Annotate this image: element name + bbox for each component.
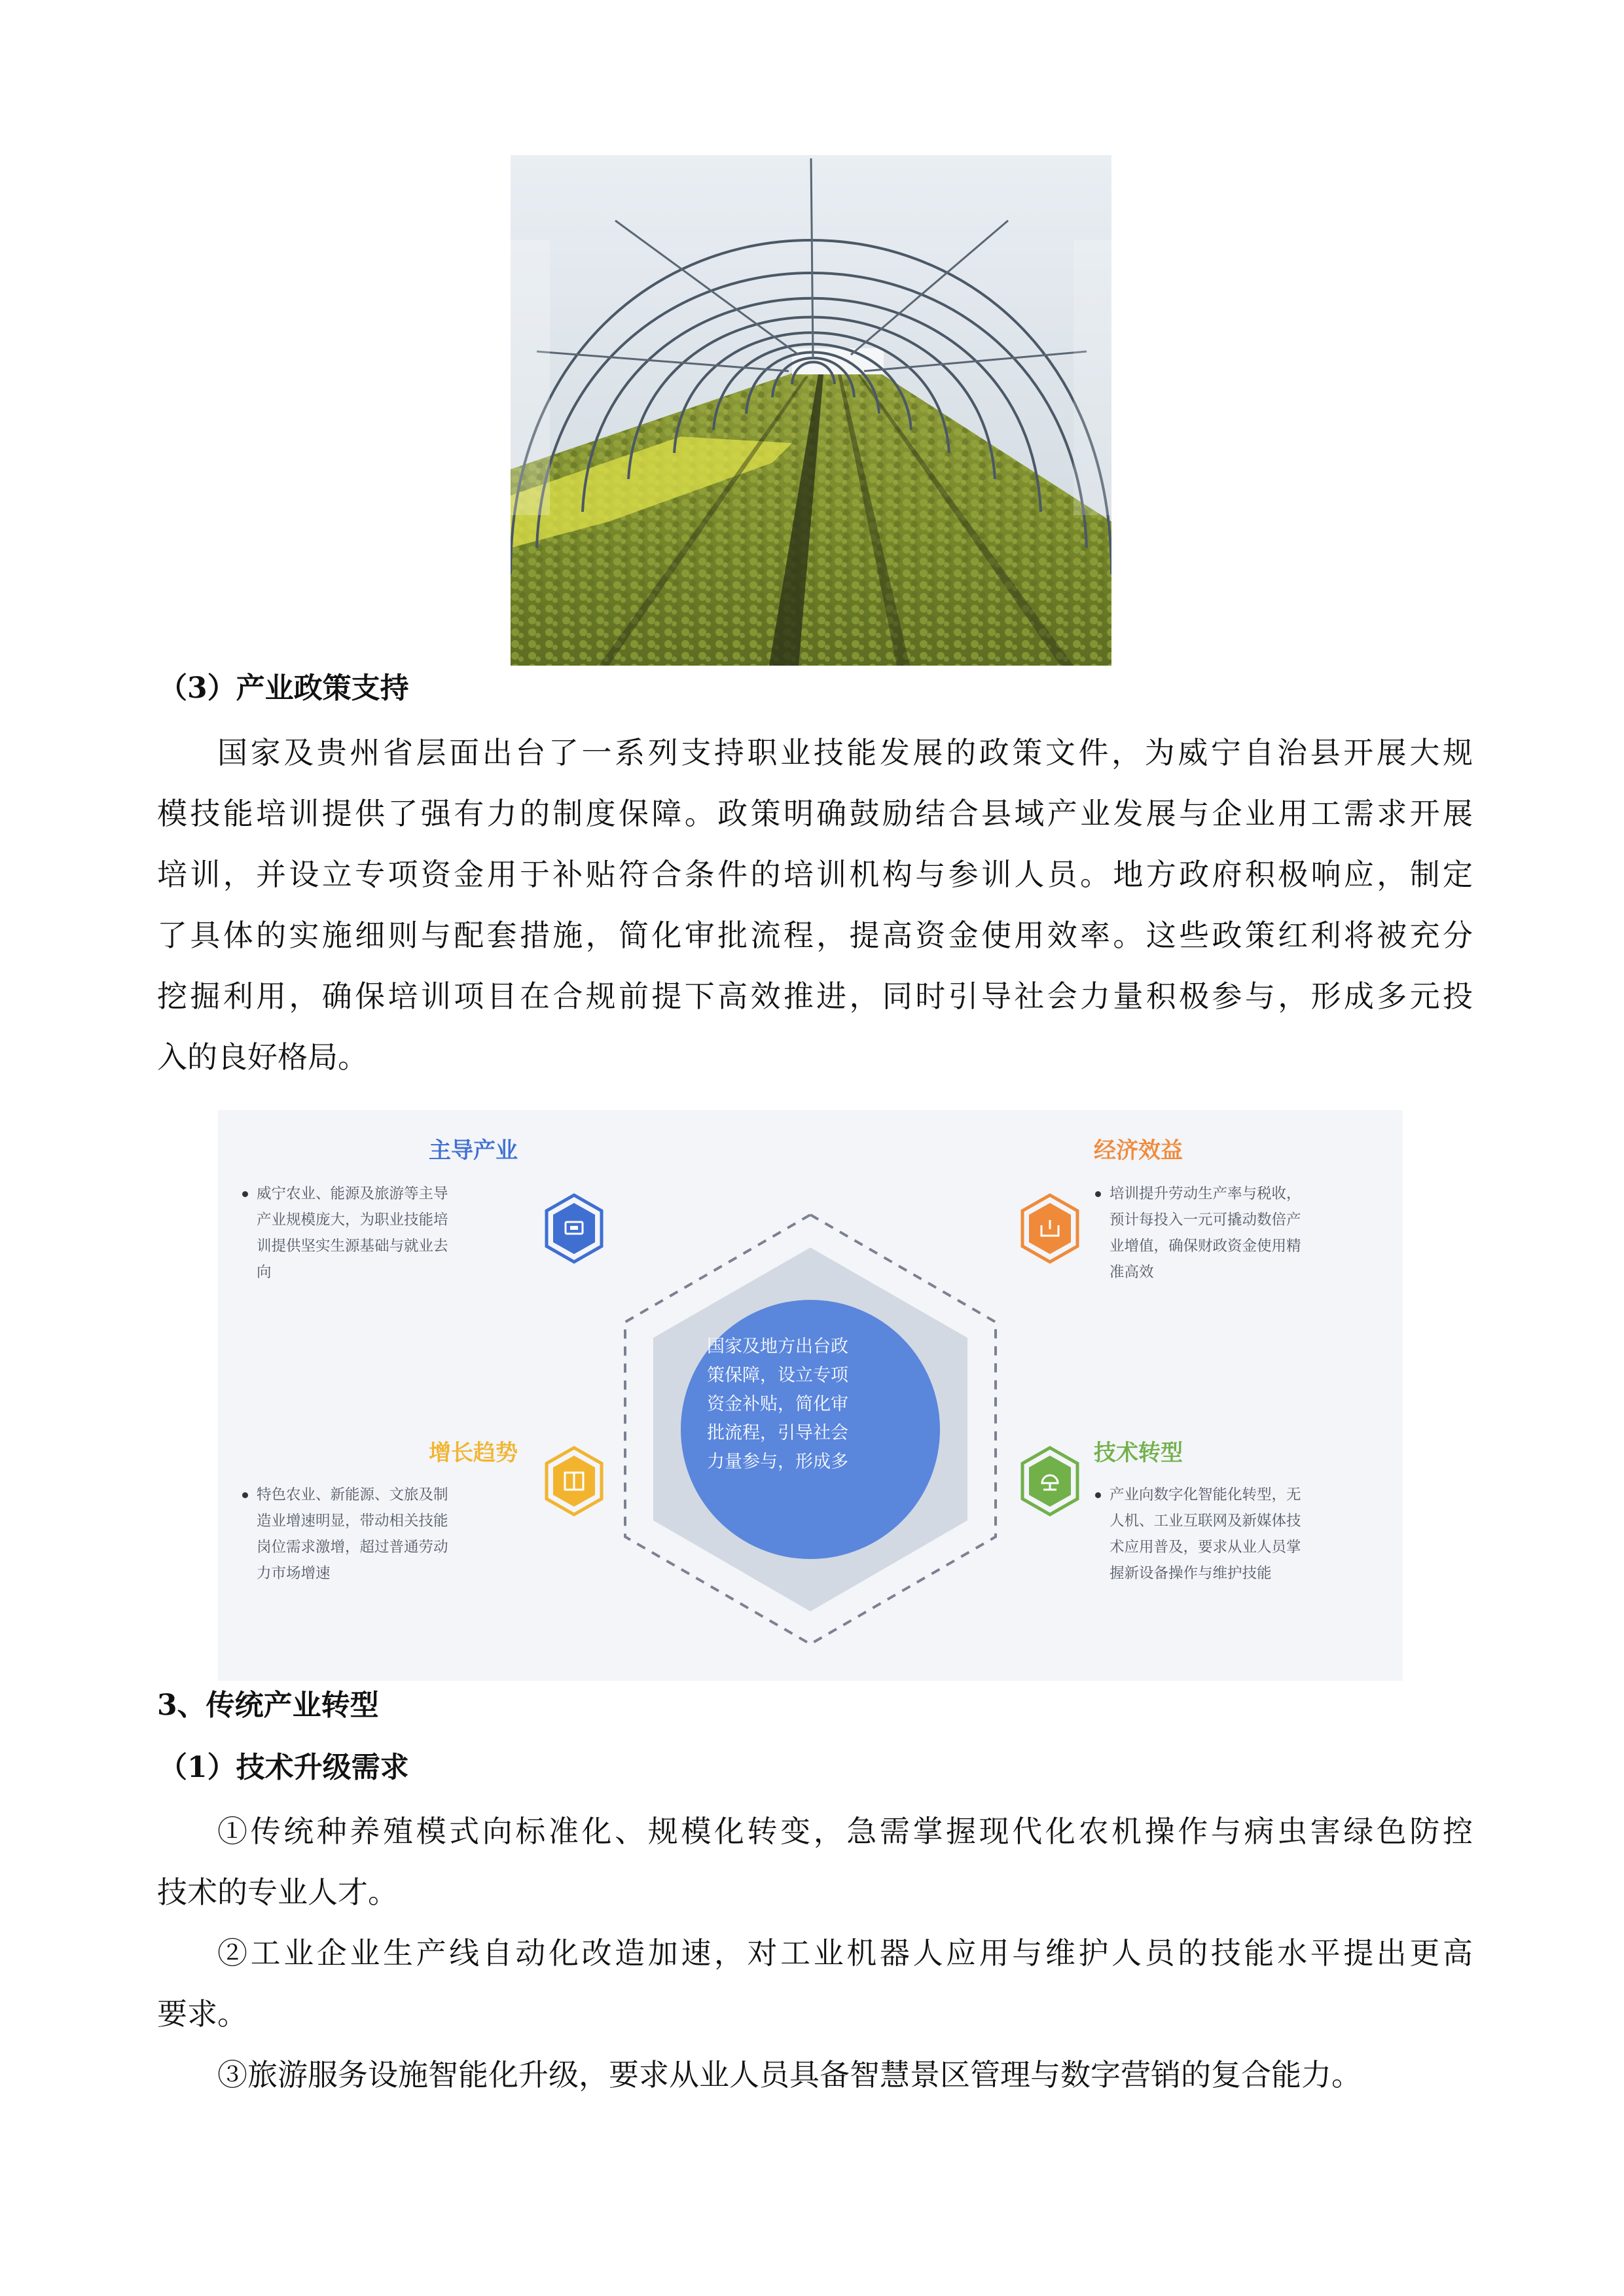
paragraph-line: 模技能培训提供了强有力的制度保障。政策明确鼓励结合县域产业发展与企业用工需求开展	[157, 796, 1473, 831]
block-body-tech-transformation	[1094, 1482, 1398, 1587]
center-line: 策保障，设立专项	[707, 1365, 848, 1386]
box-icon	[1019, 1193, 1081, 1265]
book-icon	[543, 1445, 605, 1517]
tech-upgrade-item-3	[157, 2045, 1473, 2106]
policy-infographic	[218, 1110, 1403, 1681]
block-line: 准高效	[1110, 1264, 1154, 1281]
paragraph-line: 培训，并设立专项资金用于补贴符合条件的培训机构与参训人员。地方政府积极响应，制定	[157, 857, 1473, 892]
lamp-icon	[1019, 1445, 1081, 1517]
center-line: 资金补贴，简化审	[707, 1394, 848, 1414]
block-line: 造业增速明显，带动相关技能	[257, 1513, 448, 1530]
block-line: 产业规模庞大，为职业技能培	[257, 1211, 448, 1229]
tech-upgrade-item-1	[157, 1801, 1473, 1923]
block-line: 岗位需求激增，超过普通劳动	[257, 1539, 448, 1556]
item-line: ②工业企业生产线自动化改造加速，对工业机器人应用与维护人员的技能水平提出更高	[217, 1935, 1473, 1971]
item-line: ①传统种养殖模式向标准化、规模化转变，急需掌握现代化农机操作与病虫害绿色防控	[217, 1814, 1473, 1849]
item-line: 要求。	[157, 1996, 247, 2032]
paragraph-line: 挖掘利用，确保培训项目在合规前提下高效推进，同时引导社会力量积极参与，形成多元投	[157, 978, 1473, 1014]
block-body-growth-trend	[241, 1482, 545, 1587]
block-body-economic-benefit	[1094, 1181, 1398, 1285]
block-line: 培训提升劳动生产率与税收，	[1110, 1185, 1301, 1202]
section-title-traditional-industry: 3、传统产业转型	[157, 1689, 379, 1722]
block-line: 训提供坚实生源基础与就业去	[257, 1238, 448, 1255]
block-line: 握新设备操作与维护技能	[1110, 1565, 1272, 1582]
block-title-economic-benefit: 经济效益	[1094, 1138, 1183, 1164]
center-line: 力量参与，形成多	[707, 1452, 848, 1472]
paragraph-line: 了具体的实施细则与配套措施，简化审批流程，提高资金使用效率。这些政策红利将被充分	[157, 918, 1473, 953]
policy-paragraph	[157, 723, 1473, 1088]
block-line: 产业向数字化智能化转型，无	[1110, 1486, 1301, 1503]
block-title-tech-transformation: 技术转型	[1094, 1440, 1183, 1466]
block-line: 预计每投入一元可撬动数倍产	[1110, 1211, 1301, 1229]
block-line: 威宁农业、能源及旅游等主导	[257, 1185, 448, 1202]
tech-upgrade-item-2	[157, 1923, 1473, 2045]
center-text	[679, 1333, 876, 1477]
item-line: ③旅游服务设施智能化升级，要求从业人员具备智慧景区管理与数字营销的复合能力。	[217, 2057, 1362, 2092]
monitor-icon	[543, 1193, 605, 1265]
center-line: 国家及地方出台政	[707, 1336, 848, 1357]
greenhouse-photo	[511, 155, 1111, 666]
center-line: 批流程，引导社会	[707, 1423, 848, 1443]
subsection-heading-tech-upgrade: （1）技术升级需求	[158, 1751, 409, 1784]
paragraph-line: 国家及贵州省层面出台了一系列支持职业技能发展的政策文件，为威宁自治县开展大规	[217, 735, 1473, 770]
block-line: 向	[257, 1264, 272, 1281]
block-line: 术应用普及，要求从业人员掌	[1110, 1539, 1301, 1556]
block-line: 业增值，确保财政资金使用精	[1110, 1238, 1301, 1255]
block-line: 人机、工业互联网及新媒体技	[1110, 1513, 1301, 1530]
block-title-leading-industry: 主导产业	[429, 1138, 518, 1164]
block-line: 特色农业、新能源、文旅及制	[257, 1486, 448, 1503]
block-line: 力市场增速	[257, 1565, 331, 1582]
item-line: 技术的专业人才。	[157, 1874, 398, 1910]
block-title-growth-trend: 增长趋势	[429, 1440, 518, 1466]
block-body-leading-industry	[241, 1181, 545, 1285]
section-heading-policy-support: （3）产业政策支持	[158, 672, 409, 705]
paragraph-line: 入的良好格局。	[157, 1039, 368, 1075]
